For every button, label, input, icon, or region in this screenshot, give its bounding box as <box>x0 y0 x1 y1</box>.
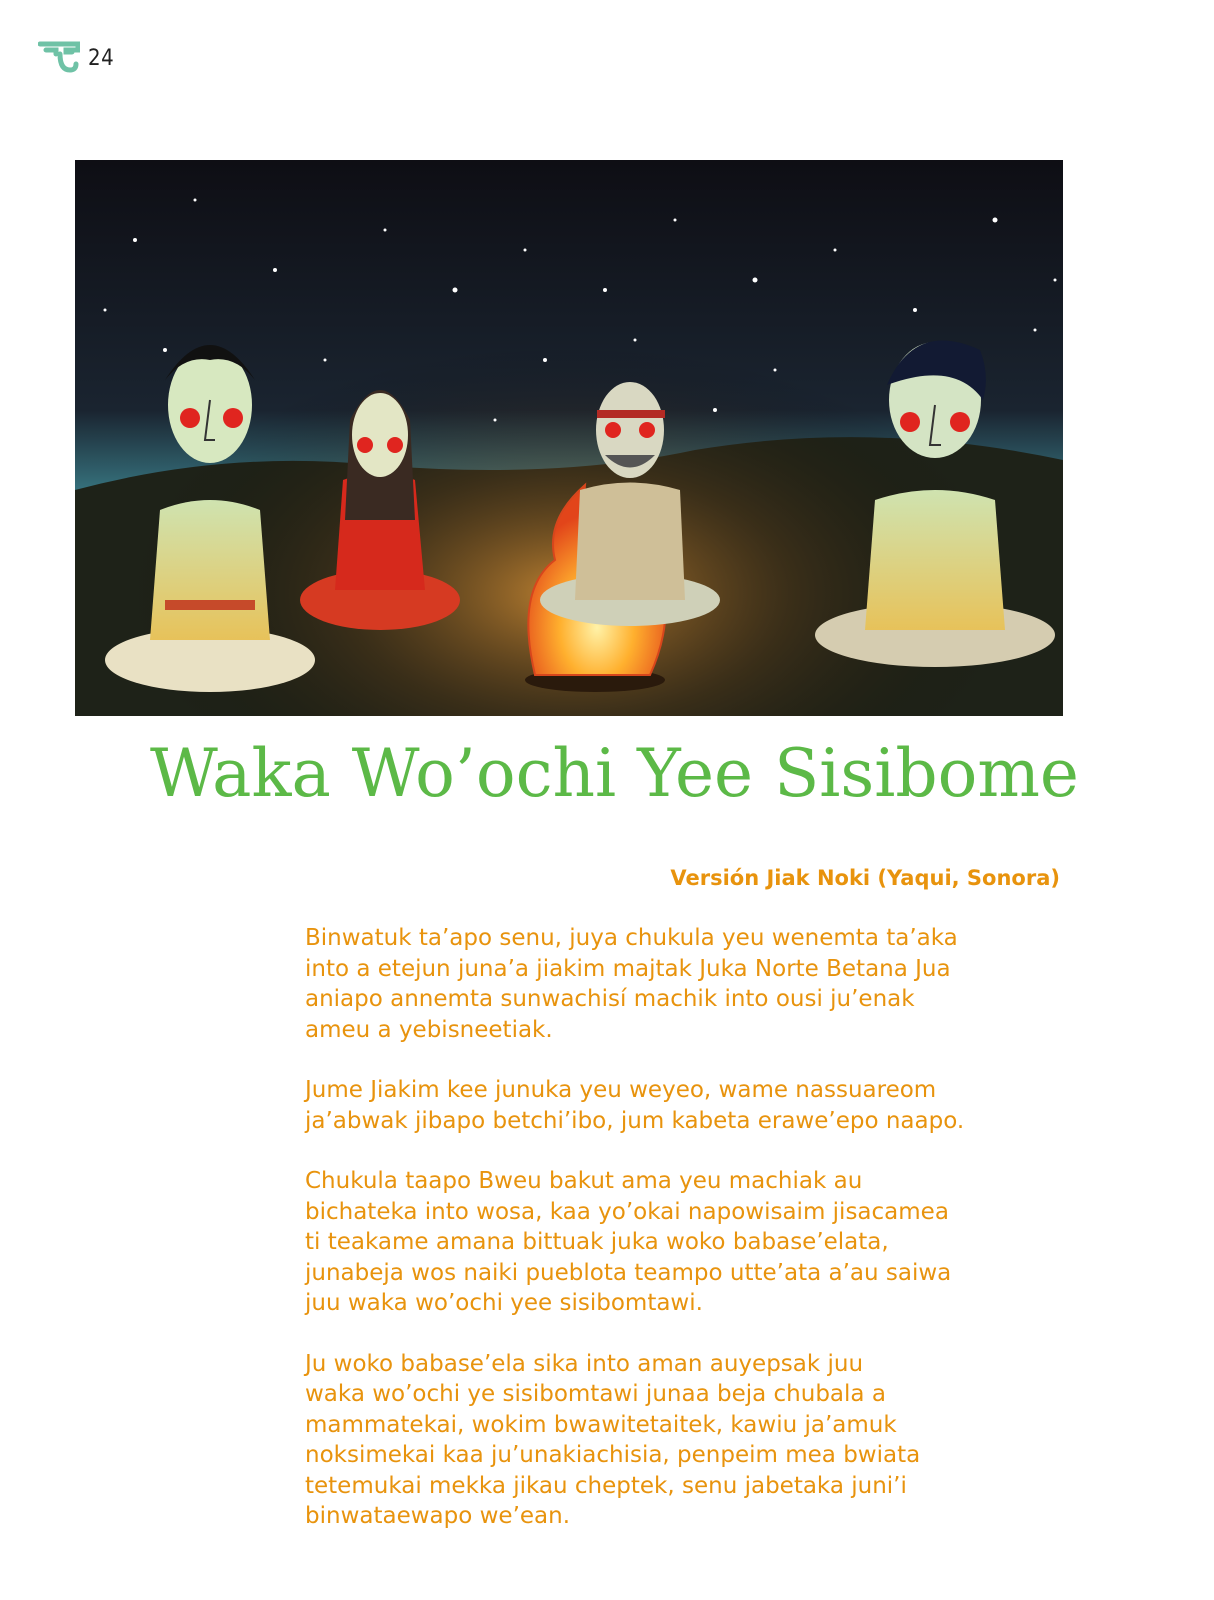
campfire-illustration <box>75 160 1063 716</box>
version-subtitle: Versión Jiak Noki (Yaqui, Sonora) <box>670 866 1060 890</box>
story-text <box>305 923 1065 1562</box>
paragraph: Chukula taapo Bweu bakut ama yeu machiak au bichateka into wosa, kaa yo’okai napowisaim jisacamea ti teakame amana bittuak juka woko babase’elata, junabeja wos naiki pueblota teampo utte’ata a’au saiwa juu waka wo’ochi yee sisibomtawi. <box>305 1168 952 1316</box>
page-header <box>38 40 114 76</box>
book-logo-icon <box>38 40 80 76</box>
page-title: Waka Wo’ochi Yee Sisibome <box>150 735 1079 812</box>
paragraph: Jume Jiakim kee junuka yeu weyeo, wame nassuareom ja’abwak jibapo betchi’ibo, jum kabeta erawe’epo naapo. <box>305 1077 965 1134</box>
paragraph: Binwatuk ta’apo senu, juya chukula yeu wenemta ta’aka into a etejun juna’a jiakim majtak Juka Norte Betana Jua aniapo annemta sunwachisí machik into ousi ju’enak ameu a yebisneetiak. <box>305 925 958 1043</box>
paragraph: Ju woko babase’ela sika into aman auyepsak juu waka wo’ochi ye sisibomtawi junaa beja chubala a mammatekai, wokim bwawitetaitek, kawiu ja’amuk noksimekai kaa ju’unakiachisia, penpeim mea bwiata tetemukai mekka jikau cheptek, senu jabetaka juni’i binwataewapo we’ean. <box>305 1350 921 1529</box>
page-number: 24 <box>88 45 115 71</box>
